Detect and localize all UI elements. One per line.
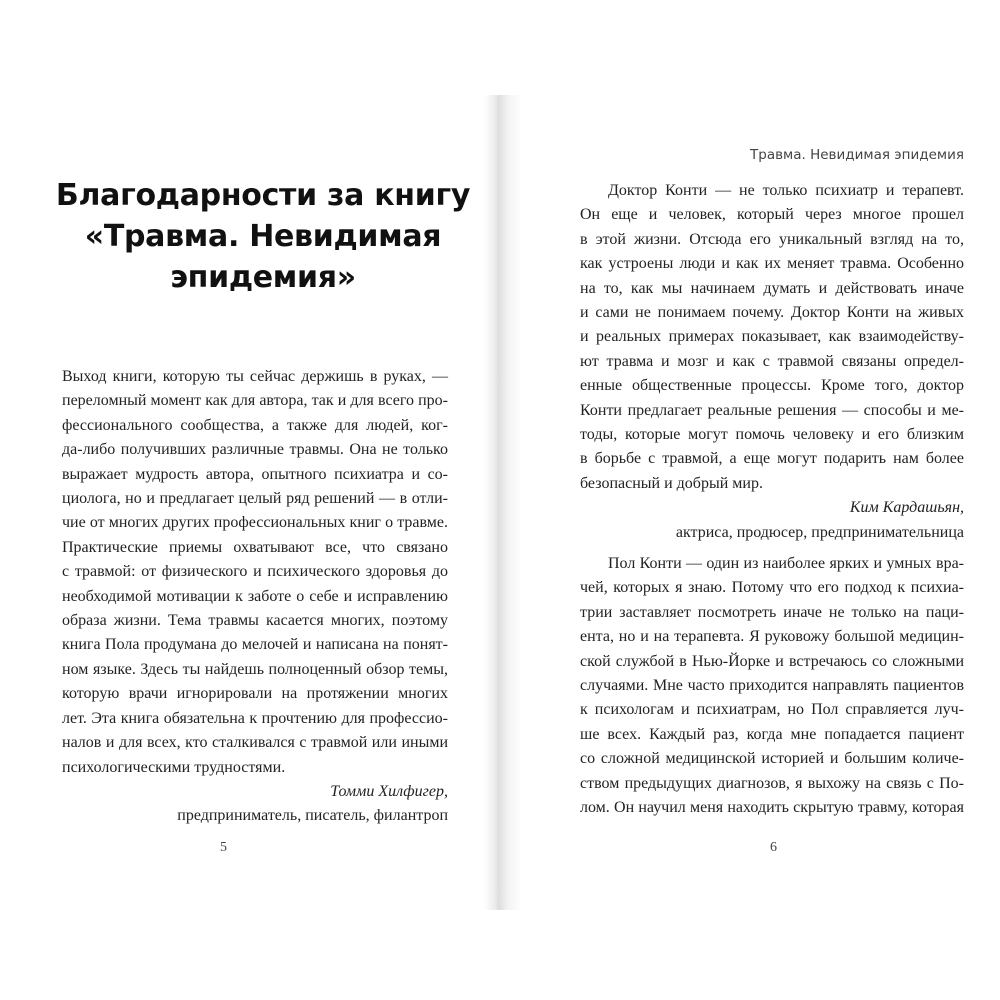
- text-line: в этой жизни. Отсюда его уникальный взгляд на то,: [580, 230, 964, 248]
- text-line: с травмой: от физического и психического здоровья до: [62, 563, 448, 581]
- text-line: безопасный и добрый мир.: [580, 474, 763, 492]
- text-line: трии заставляет посмотреть иначе не только на паци-: [580, 603, 964, 621]
- text-line: тоды, которые могут помочь человеку и его близким: [580, 426, 964, 444]
- text-line: Пол Конти — один из наиболее ярких и умных вра-: [608, 555, 964, 572]
- text-line: Конти предлагает реальные решения — способы и ме-: [580, 401, 964, 419]
- text-line: лом. Он научил меня находить скрытую травму, которая: [580, 799, 964, 817]
- review-author: Ким Кардашьян,: [849, 499, 964, 517]
- text-line: Практические приемы охватывают все, что связано: [62, 538, 448, 556]
- text-line: книга Пола продумана до мелочей и написана на понят-: [62, 636, 448, 654]
- text-line: Выход книги, которую ты сейчас держишь в руках, —: [62, 368, 448, 385]
- text-line: фессионального сообщества, а также для людей, ког-: [62, 416, 448, 434]
- text-line: как устроены люди и как их меняет травма. Особенно: [580, 255, 964, 273]
- text-line: в борьбе с травмой, а еще могут подарить нам более: [580, 450, 964, 468]
- book-gutter: [484, 95, 498, 910]
- review-next: [580, 552, 964, 820]
- page-number: 6: [770, 840, 777, 855]
- text-line: ской службой в Нью-Йорке и встречаюсь со сложными: [580, 652, 964, 670]
- review-kim-kardashian: [580, 179, 964, 545]
- heading-line: Благодарности за книгу: [55, 178, 471, 213]
- page-number: 5: [220, 840, 227, 855]
- review-tommy-hilfiger: [62, 365, 448, 829]
- text-line: которую врачи игнорировали на протяжении многих: [62, 685, 448, 703]
- text-line: и сами не понимаем почему. Доктор Конти на живых: [580, 304, 964, 322]
- right-page: [498, 95, 974, 910]
- text-line: случаями. Мне часто приходится направлять пациентов: [580, 677, 964, 695]
- text-line: и реальных примерах показывает, как взаимодейству-: [580, 328, 964, 346]
- text-line: чей, которых я знаю. Потому что его подход к психиа-: [580, 579, 964, 597]
- text-line: необходимой мотивации к заботе о себе и исправлению: [62, 587, 448, 605]
- running-head: Травма. Невидимая эпидемия: [750, 147, 964, 163]
- left-page: [28, 95, 498, 910]
- text-line: енные общественные процессы. Кроме того, доктор: [580, 377, 964, 395]
- text-line: налов и для всех, кто сталкивался с травмой или иными: [62, 734, 448, 752]
- text-line: циолога, но и предлагает целый ряд решений — в отли-: [62, 490, 448, 508]
- text-line: чие от многих других профессиональных книг о травме.: [62, 514, 448, 532]
- text-line: лет. Эта книга обязательна к прочтению для профессио-: [62, 709, 448, 727]
- text-line: психологическими трудностями.: [62, 758, 286, 776]
- text-line: ном языке. Здесь ты найдешь полноценный обзор темы,: [62, 660, 448, 678]
- chapter-heading: [28, 175, 498, 298]
- text-line: ента, но и на терапевта. Я руковожу большой медицин-: [580, 628, 964, 646]
- text-line: переломный момент как для автора, так и для всего про-: [62, 392, 448, 410]
- text-line: со сложной медицинской историей и большим количе-: [580, 750, 964, 768]
- text-line: да-либо получивших различные травмы. Она не только: [62, 441, 448, 459]
- text-line: ше всех. Каждый раз, когда мне попадается пациент: [580, 725, 964, 743]
- text-line: Он еще и человек, который через многое прошел: [580, 206, 964, 224]
- review-author-role: предприниматель, писатель, филантроп: [177, 807, 448, 825]
- review-author: Томми Хилфигер,: [330, 782, 448, 800]
- text-line: к психологам и психиатрам, но Пол справляется луч-: [580, 701, 964, 719]
- text-line: образа жизни. Тема травмы касается многих, поэтому: [62, 612, 448, 630]
- text-line: выражает мудрость автора, опытного психиатра и со-: [62, 465, 448, 483]
- text-line: Доктор Конти — не только психиатр и терапевт.: [608, 182, 964, 199]
- text-line: ством предыдущих диагнозов, я выхожу на связь с По-: [580, 774, 964, 792]
- text-line: ют травма и мозг и как с травмой связаны определ-: [580, 352, 964, 370]
- text-line: на то, как мы начинаем думать и действовать иначе: [580, 279, 964, 297]
- heading-line: «Травма. Невидимая: [84, 219, 442, 254]
- heading-line: эпидемия»: [170, 260, 356, 295]
- review-author-role: актриса, продюсер, предпринимательница: [675, 523, 964, 541]
